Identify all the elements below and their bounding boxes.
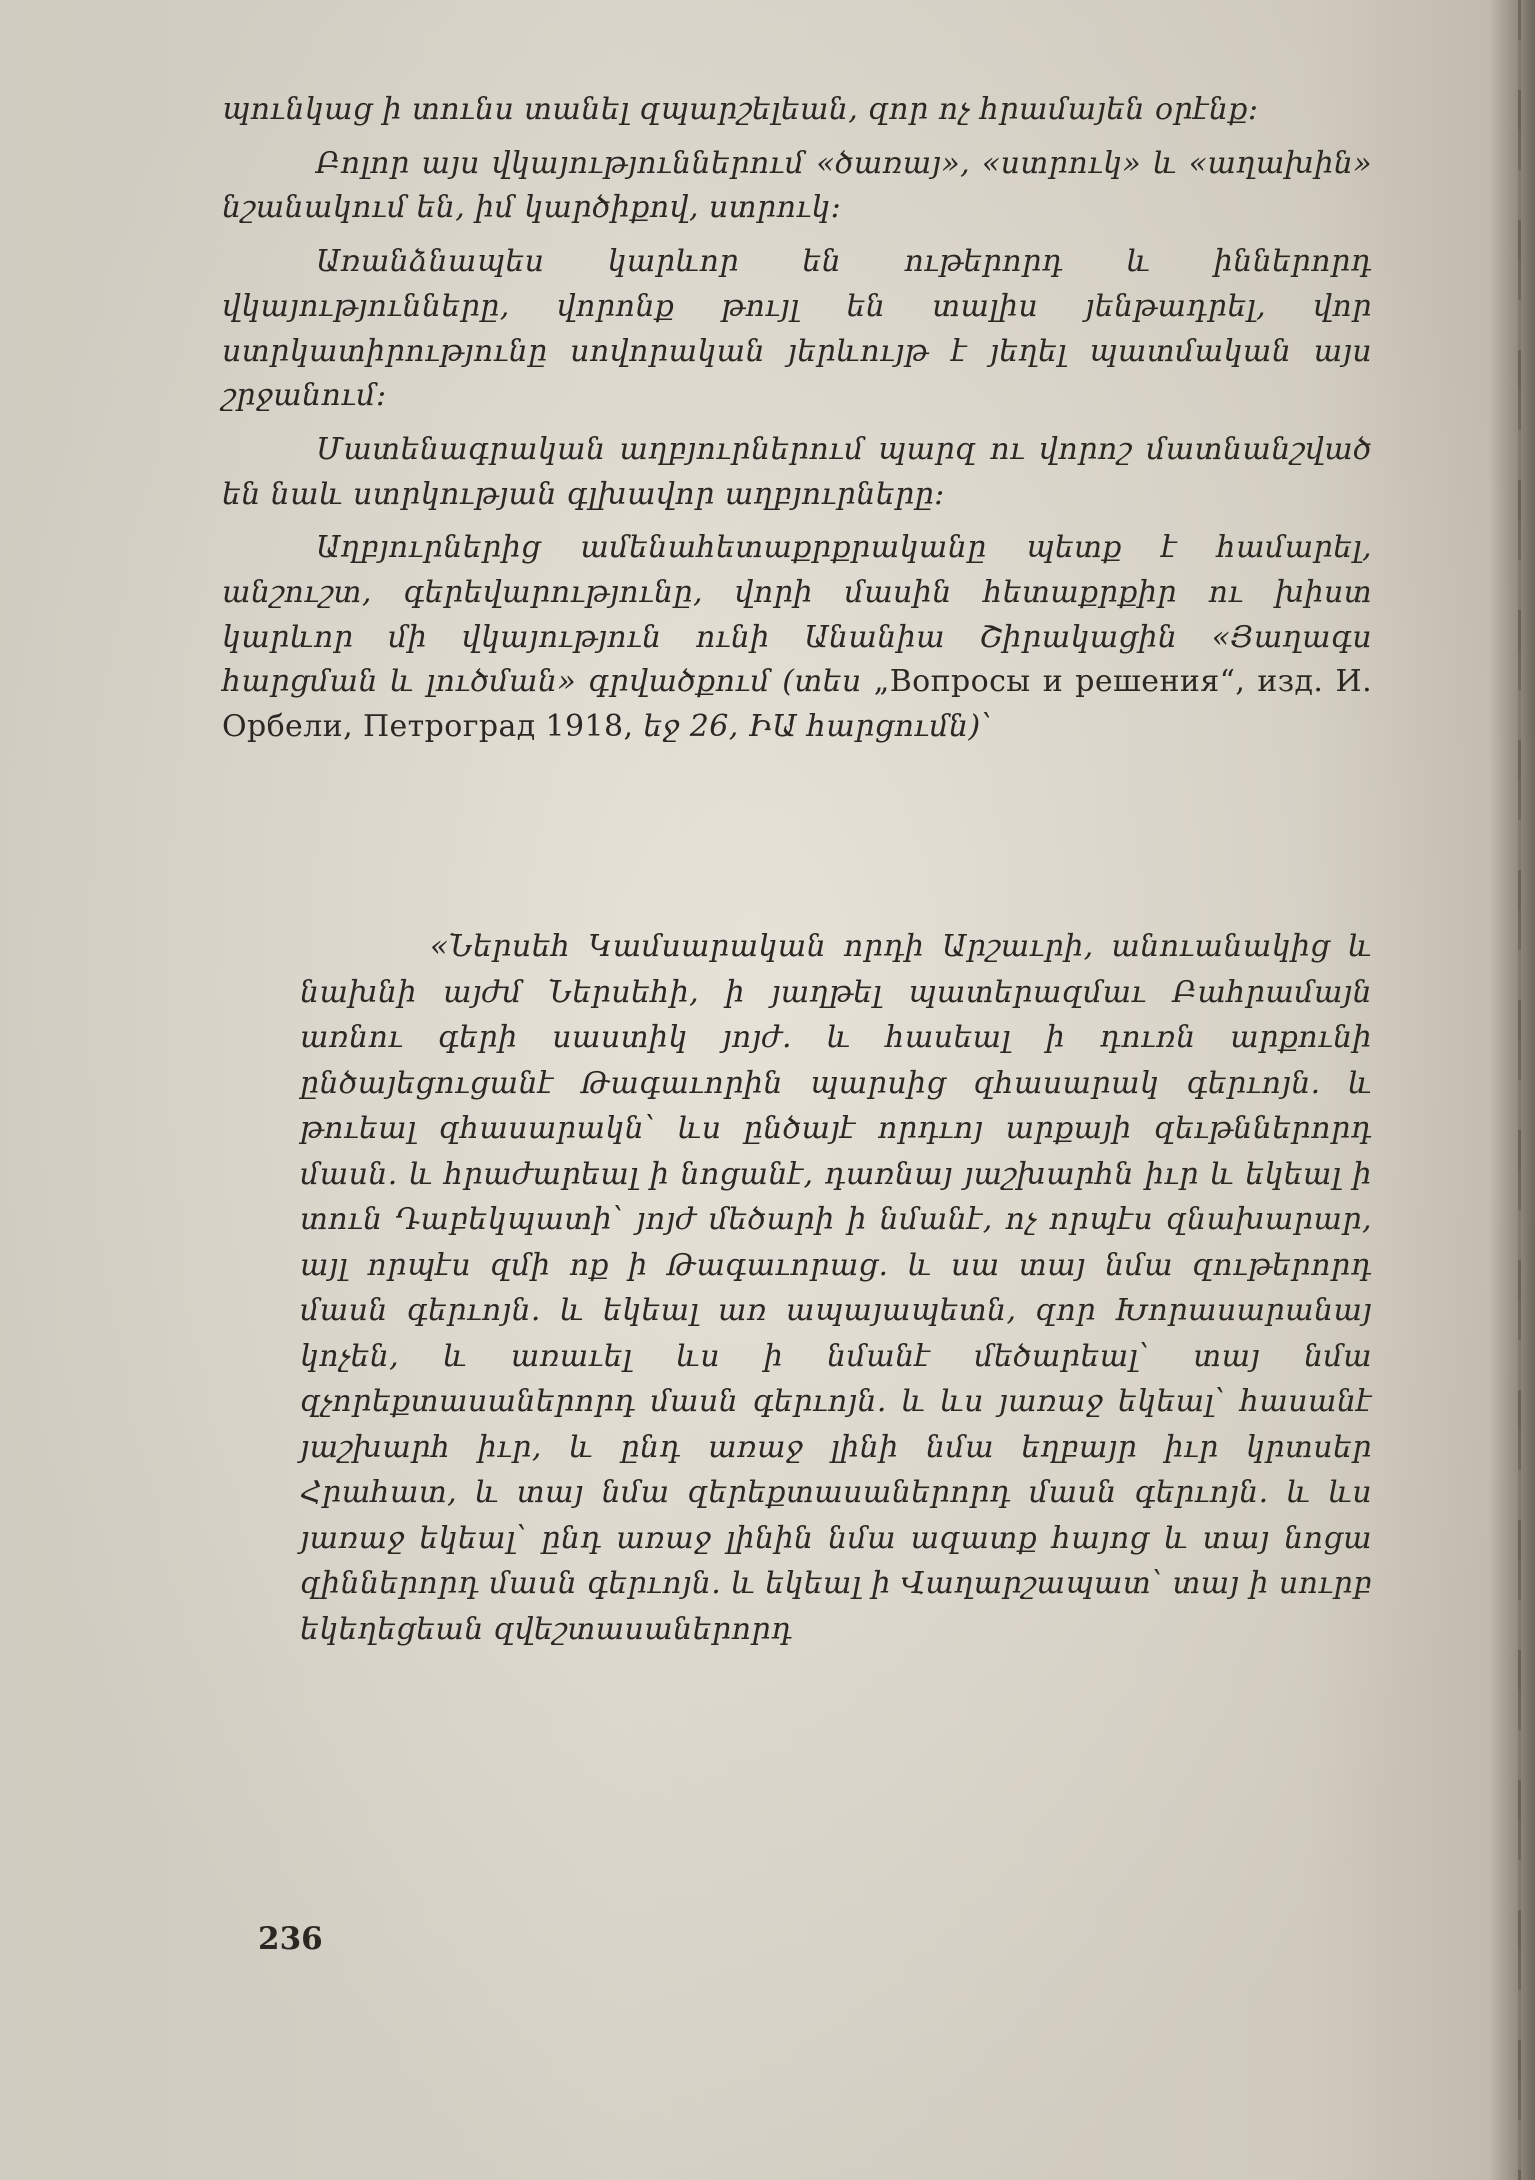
paragraph-captivity-citation bbox=[222, 526, 1372, 750]
binding-gutter-shadow bbox=[1489, 0, 1535, 2180]
paragraph-servant-terms: Բոլոր այս վկայություններում «ծառայ», «ստրուկ» և «աղախին» նշանակում են, իմ կարծիքով, ստրուկ։ bbox=[222, 145, 1372, 226]
paragraph-slavery-sources: Մատենագրական աղբյուրներում պարզ ու վորոշ մատնանշված են նաև ստրկության գլխավոր աղբյուրները։ bbox=[222, 431, 1372, 512]
main-text-block bbox=[222, 88, 1372, 759]
block-quote-shirakatsi: «Ներսեհ Կամսարական որդի Արշաւրի, անուանակից և նախնի այժմ Ներսեհի, ի յաղթել պատերազմաւ Բահրամայն առնու գերի սաստիկ յոյժ. և հասեալ ի դուռն արքունի ընծայեցուցանէ Թագաւորին պարսից զհասարակ գերւոյն. և թուեալ զհասարակն՝ ևս ընծայէ որդւոյ արքայի զեւթններորդ մասն. և հրաժարեալ ի նոցանէ, դառնայ յաշխարհն իւր և եկեալ ի տուն Դաբեկպատի՝ յոյժ մեծարի ի նմանէ, ոչ որպէս զնախարար, այլ որպէս զմի ոք ի Թագաւորաց. և սա տայ նմա զութերորդ մասն գերւոյն. և եկեալ առ ապայապետն, զոր Խորասարանայ կոչեն, և առաւել ևս ի նմանէ մեծարեալ՝ տայ նմա զչորեքտասաներորդ մասն գերւոյն. և ևս յառաջ եկեալ՝ հասանէ յաշխարհ իւր, և ընդ առաջ լինի նմա եղբայր իւր կրտսեր Հրահատ, և տայ նմա զերեքտասաներորդ մասն գերւոյն. և ևս յառաջ եկեալ՝ ընդ առաջ լինին նմա ազատք հայոց և տայ նոցա զիններորդ մասն գերւոյն. և եկեալ ի Վաղարշապատ՝ տայ ի սուրբ եկեղեցեան զվեշտասաներորդ bbox=[300, 929, 1372, 1647]
citation-russian-reference: „Вопросы и решения“, изд. И. Орбели, Петроград 1918, bbox=[222, 664, 1372, 745]
binding-gutter-edge bbox=[1518, 0, 1521, 2180]
citation-page-reference: եջ 26, ԻԱ հարցումն)՝ bbox=[633, 709, 992, 745]
citation-intro-text: Աղբյուրներից ամենահետաքրքրականը պետք է համարել, անշուշտ, գերեվարությունը, վորի մասին հետաքրքիր ու խիստ կարևոր մի վկայություն ունի Անանիա Շիրակացին «Յաղագս հարցման և լուծման» գրվածքում (տես bbox=[222, 530, 1372, 700]
paragraph-slavery-evidence: Առանձնապես կարևոր են ութերորդ և իններորդ վկայությունները, վորոնք թույլ են տալիս յենթադրել, վոր ստրկատիրությունը սովորական յերևույթ է յեղել պատմական այս շրջանում։ bbox=[222, 244, 1372, 414]
page-number: 236 bbox=[258, 1921, 323, 1957]
paragraph-continuation: պունկաց ի տունս տանել զպարշելեան, զոր ոչ հրամայեն օրէնք։ bbox=[222, 92, 1259, 127]
